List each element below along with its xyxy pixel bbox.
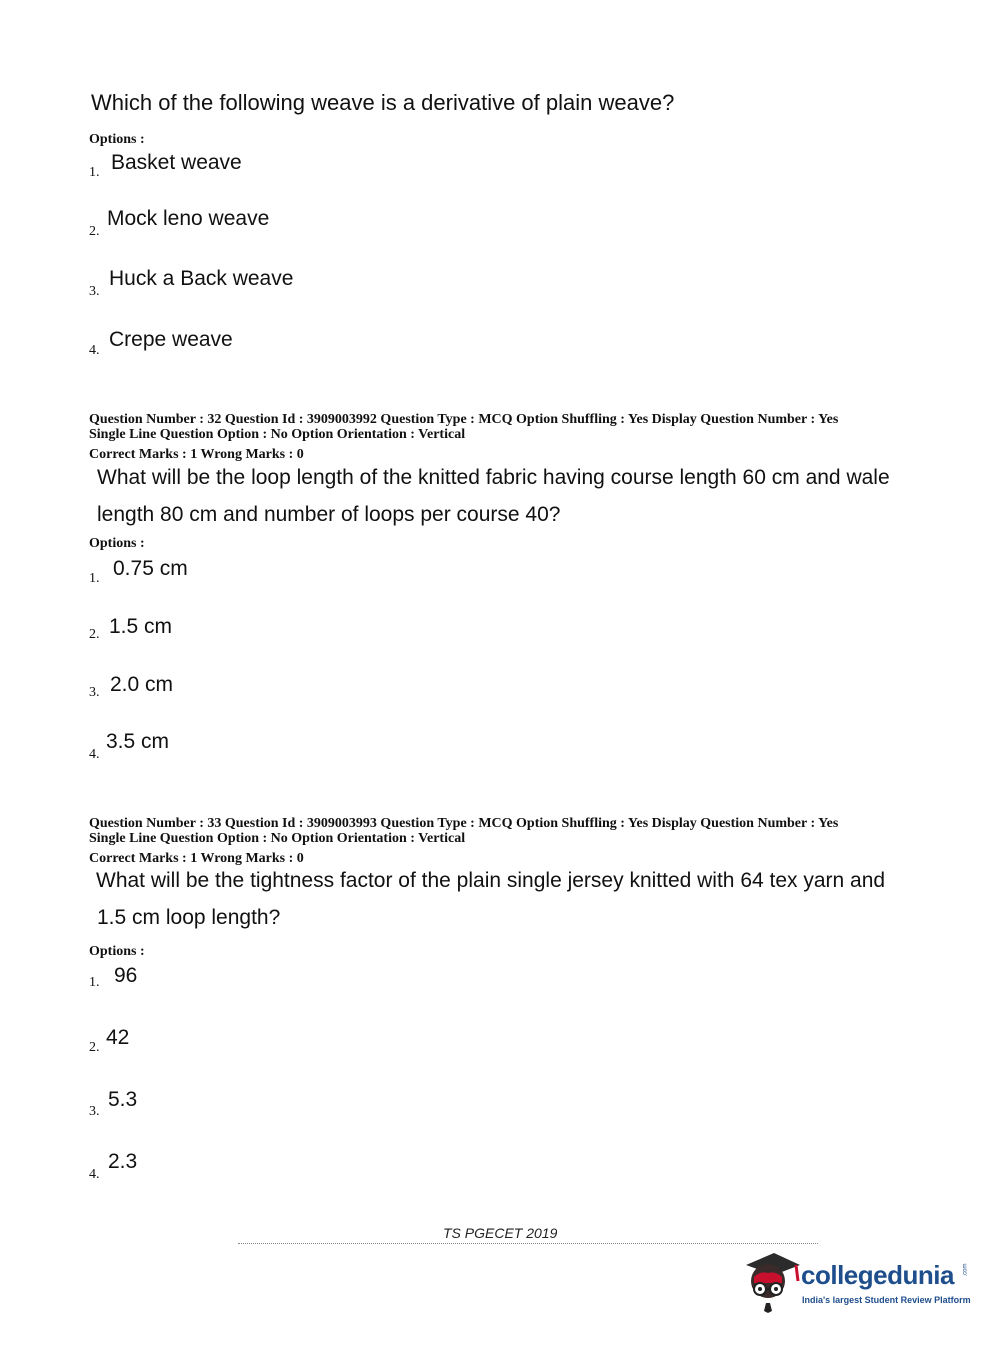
q31-option-1-number: 1.: [89, 165, 100, 180]
q32-option-2: 1.5 cm: [109, 615, 173, 638]
q33-option-1-number: 1.: [89, 975, 100, 990]
q32-option-4: 3.5 cm: [106, 730, 170, 753]
q32-option-4-number: 4.: [89, 747, 100, 762]
q32-marks: Correct Marks : 1 Wrong Marks : 0: [89, 447, 304, 462]
q33-marks: Correct Marks : 1 Wrong Marks : 0: [89, 851, 304, 866]
q31-options-label: Options :: [89, 132, 145, 147]
q32-meta-line2: Single Line Question Option : No Option Orientation : Vertical: [89, 427, 466, 442]
graduate-mascot-icon: [740, 1247, 802, 1313]
logo-tagline: India's largest Student Review Platform: [802, 1295, 971, 1305]
q33-text-line2: 1.5 cm loop length?: [97, 906, 281, 929]
q32-options-label: Options :: [89, 536, 145, 551]
q31-option-2: Mock leno weave: [107, 207, 270, 230]
q32-option-1-number: 1.: [89, 571, 100, 586]
logo-domain: .com: [962, 1263, 969, 1277]
q33-option-3: 5.3: [108, 1088, 138, 1111]
q32-option-1: 0.75 cm: [113, 557, 188, 580]
q32-option-3: 2.0 cm: [110, 673, 174, 696]
q33-option-3-number: 3.: [89, 1104, 100, 1119]
q33-meta-line1: Question Number : 33 Question Id : 3909003993 Question Type : MCQ Option Shuffling : Yes Display Question Number : Yes: [89, 816, 839, 831]
q33-option-4-number: 4.: [89, 1167, 100, 1182]
q33-option-1: 96: [114, 964, 138, 987]
q31-option-1: Basket weave: [111, 151, 242, 174]
q32-option-2-number: 2.: [89, 627, 100, 642]
q32-text-line1: What will be the loop length of the knitted fabric having course length 60 cm and wale: [97, 466, 890, 489]
q33-option-4: 2.3: [108, 1150, 138, 1173]
q32-meta-line1: Question Number : 32 Question Id : 3909003992 Question Type : MCQ Option Shuffling : Yes Display Question Number : Yes: [89, 412, 839, 427]
q31-option-3-number: 3.: [89, 284, 100, 299]
q33-option-2: 42: [106, 1026, 130, 1049]
q31-text: Which of the following weave is a derivative of plain weave?: [91, 90, 675, 115]
q33-options-label: Options :: [89, 944, 145, 959]
q32-option-3-number: 3.: [89, 685, 100, 700]
q33-text-line1: What will be the tightness factor of the plain single jersey knitted with 64 tex yarn and: [96, 869, 886, 892]
q31-option-3: Huck a Back weave: [109, 267, 294, 290]
collegedunia-logo: [740, 1247, 970, 1317]
q32-text-line2: length 80 cm and number of loops per course 40?: [97, 503, 561, 526]
q31-option-4: Crepe weave: [109, 328, 233, 351]
q31-option-2-number: 2.: [89, 224, 100, 239]
q33-option-2-number: 2.: [89, 1040, 100, 1055]
q33-meta-line2: Single Line Question Option : No Option Orientation : Vertical: [89, 831, 466, 846]
q31-option-4-number: 4.: [89, 343, 100, 358]
logo-wordmark: collegedunia: [801, 1260, 954, 1290]
footer-exam-name: TS PGECET 2019: [443, 1225, 558, 1241]
footer-divider: [238, 1243, 818, 1244]
